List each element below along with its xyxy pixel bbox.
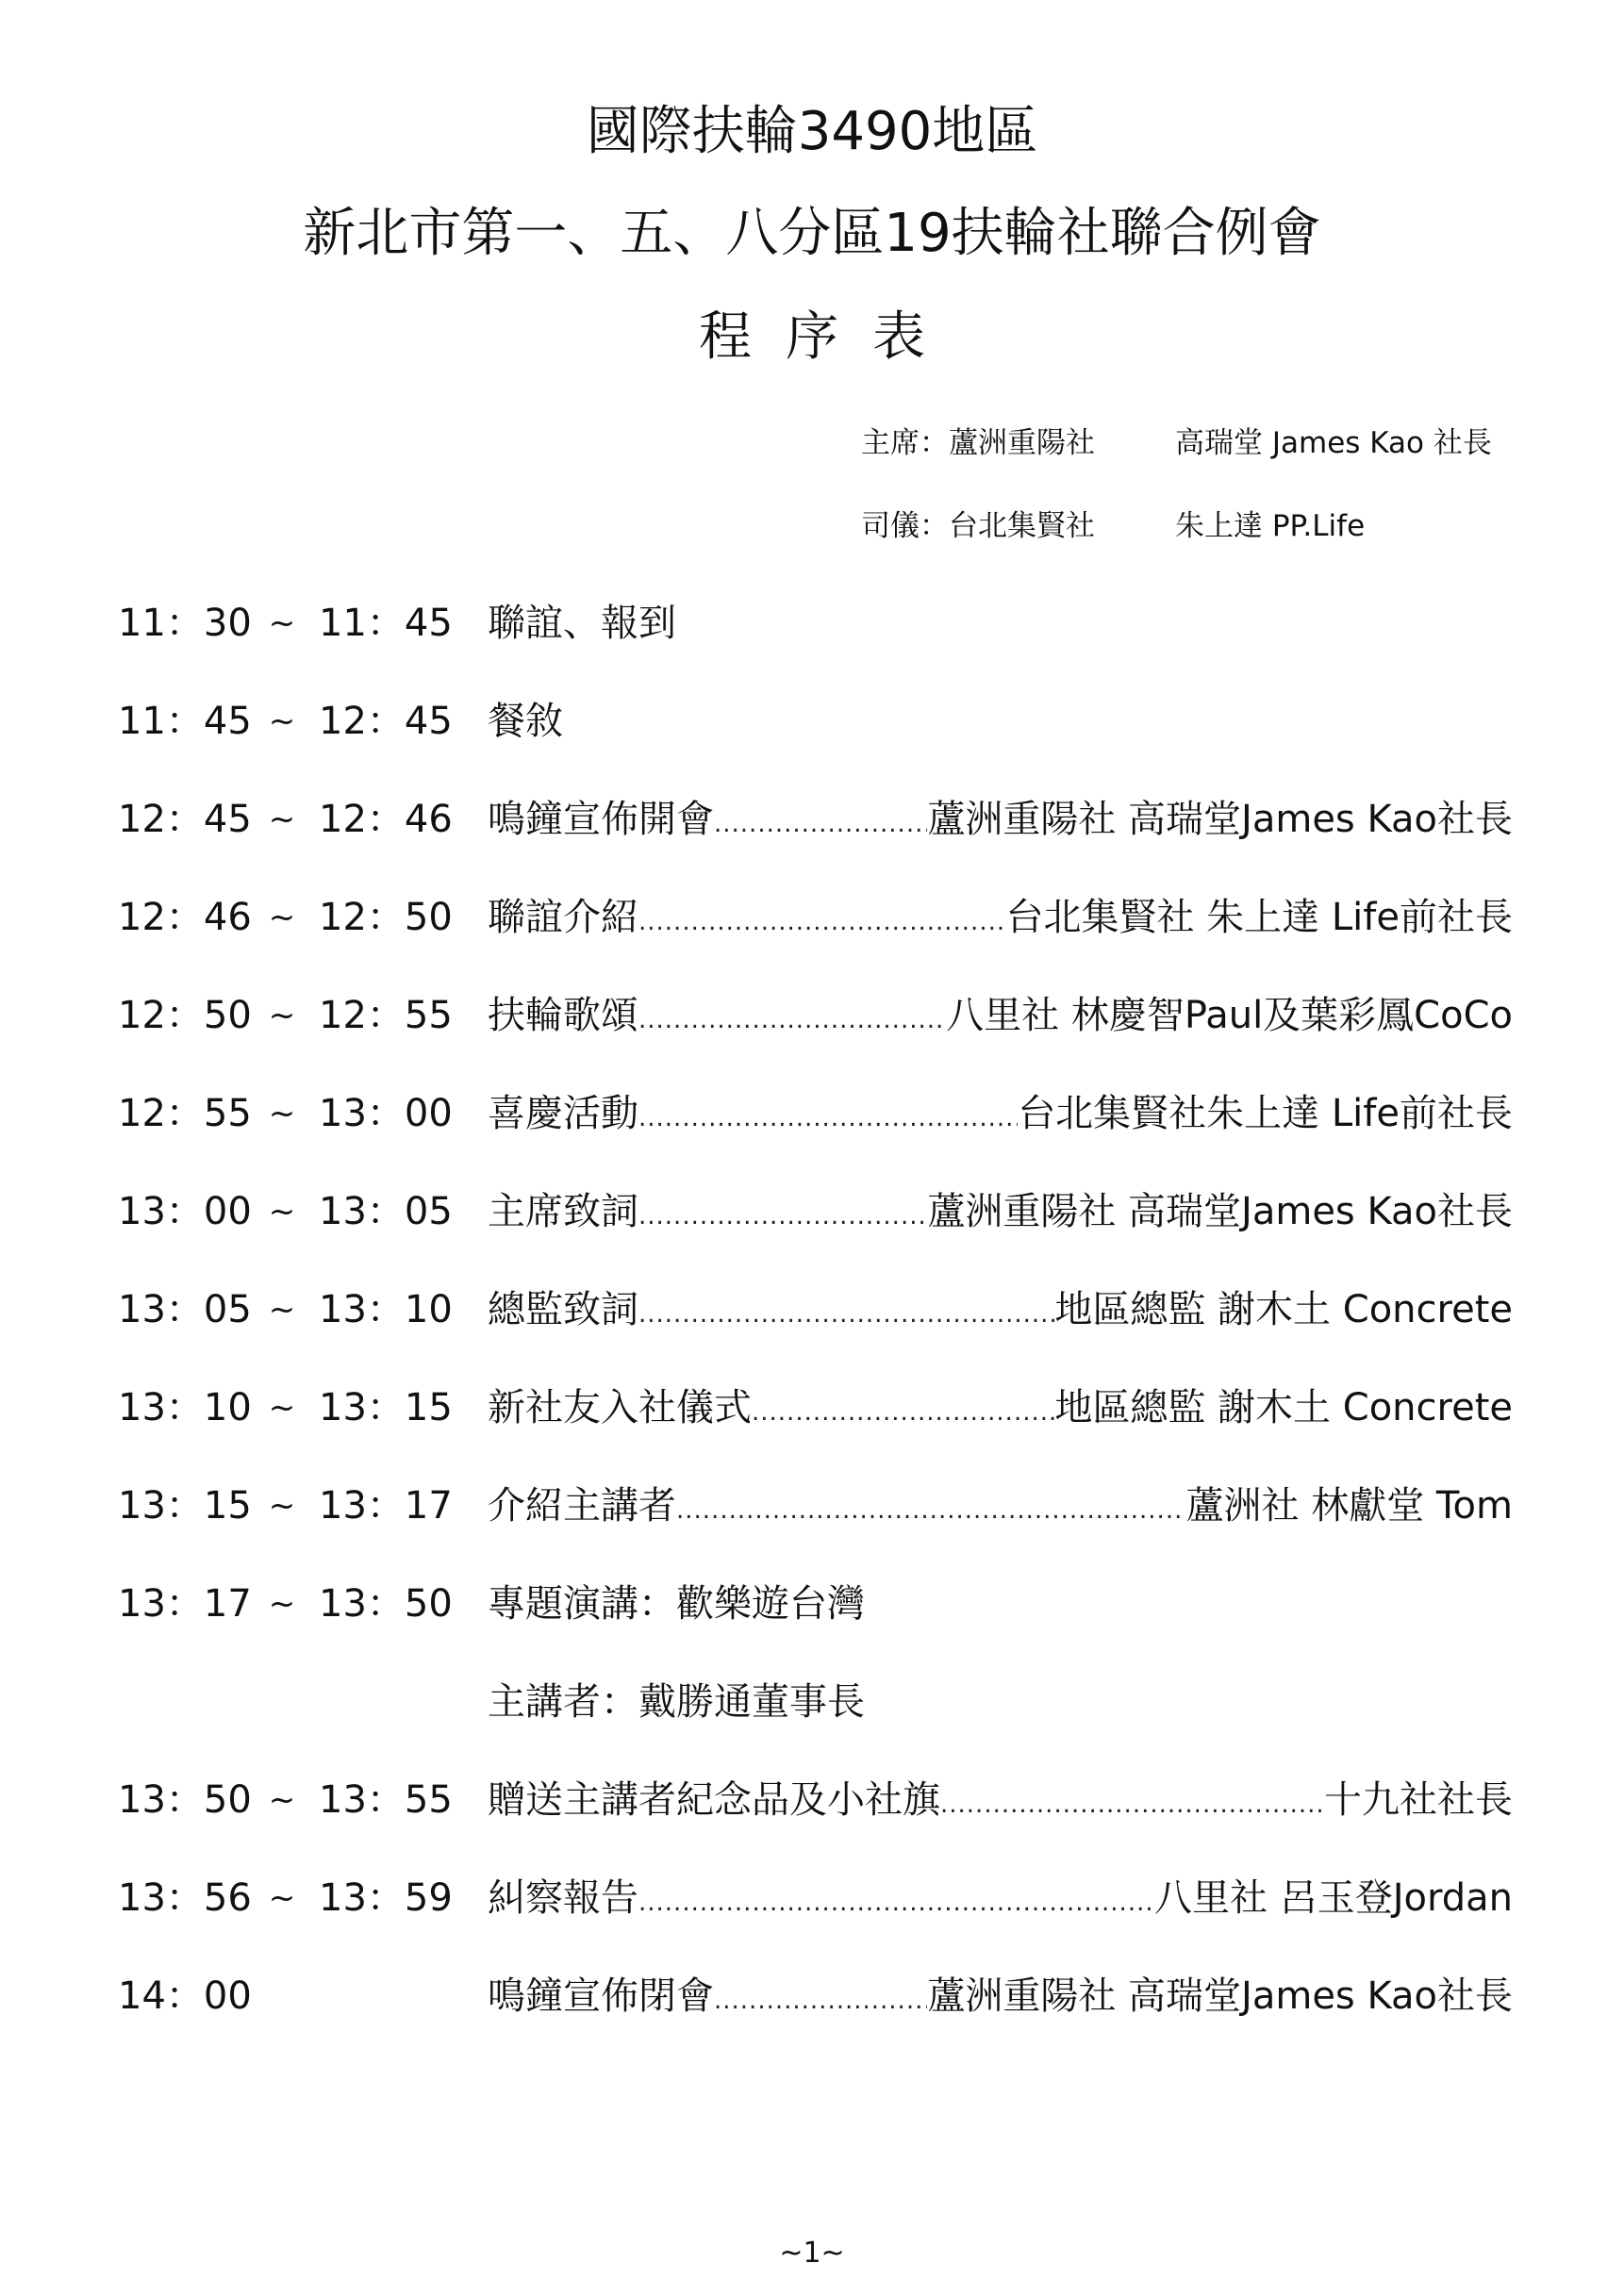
agenda-item: 聯誼、報到	[488, 602, 676, 645]
responsible-person: 地區總監 謝木土 Concrete	[1054, 1386, 1513, 1429]
time-range-separator: ~	[268, 1389, 296, 1427]
title-program: 程序表	[699, 306, 959, 368]
title-district: 國際扶輪3490地區	[586, 101, 1038, 162]
agenda-entry	[488, 985, 1513, 1050]
schedule-row	[0, 1378, 1624, 1438]
dot-leader	[638, 1186, 927, 1247]
page-number: ~1~	[779, 2237, 845, 2270]
agenda-item: 糾察報告	[488, 1876, 638, 1920]
dot-leader	[638, 990, 946, 1050]
time-range-separator: ~	[268, 1193, 296, 1231]
agenda-item: 聯誼介紹	[488, 896, 638, 939]
start-time: 12：55	[118, 1092, 252, 1135]
time-range-separator: ~	[268, 1879, 296, 1917]
emcee-name: 朱上達 PP.Life	[1175, 509, 1366, 543]
dot-leader	[940, 1775, 1324, 1835]
schedule-row	[0, 1181, 1624, 1242]
start-time: 13：05	[118, 1288, 252, 1331]
time-range-separator: ~	[268, 1585, 296, 1623]
schedule-row	[0, 1083, 1624, 1144]
end-time: 13：00	[319, 1092, 453, 1135]
end-time: 13：55	[319, 1778, 453, 1822]
responsible-person: 蘆洲社 林獻堂 Tom	[1185, 1484, 1513, 1528]
schedule-row	[0, 1770, 1624, 1830]
chairperson-role: 主席：蘆洲重陽社	[861, 426, 1095, 460]
start-time: 13：17	[118, 1582, 252, 1626]
agenda-item: 介紹主講者	[488, 1484, 676, 1528]
start-time: 11：30	[118, 602, 252, 645]
time-range-separator: ~	[268, 702, 296, 740]
agenda-item: 主席致詞	[488, 1190, 638, 1233]
time-range-separator: ~	[268, 997, 296, 1034]
dot-leader	[752, 1382, 1054, 1443]
end-time: 13：05	[319, 1190, 453, 1233]
end-time: 11：45	[319, 602, 453, 645]
responsible-person: 地區總監 謝木土 Concrete	[1054, 1288, 1513, 1331]
time-range-separator: ~	[268, 1095, 296, 1132]
time-range-separator: ~	[268, 604, 296, 642]
agenda-item: 專題演講：歡樂遊台灣	[488, 1582, 865, 1626]
agenda-item: 總監致詞	[488, 1288, 638, 1331]
end-time: 12：46	[319, 798, 453, 841]
schedule-row	[0, 1476, 1624, 1536]
responsible-person: 台北集賢社朱上達 Life前社長	[1018, 1092, 1513, 1135]
dot-leader	[638, 1284, 1054, 1345]
responsible-person: 蘆洲重陽社 高瑞堂James Kao社長	[927, 798, 1513, 841]
start-time: 12：50	[118, 994, 252, 1037]
agenda-item: 主講者：戴勝通董事長	[488, 1680, 865, 1724]
start-time: 14：00	[118, 1974, 252, 2018]
title-meeting: 新北市第一、五、八分區19扶輪社聯合例會	[303, 203, 1321, 264]
time-range-separator: ~	[268, 1291, 296, 1329]
dot-leader	[714, 1971, 927, 2031]
agenda-entry	[488, 1476, 1513, 1541]
time-range-separator: ~	[268, 801, 296, 838]
end-time: 13：10	[319, 1288, 453, 1331]
responsible-person: 八里社 呂玉登Jordan	[1154, 1876, 1513, 1920]
time-range-separator: ~	[268, 899, 296, 936]
end-time: 13：59	[319, 1876, 453, 1920]
dot-leader	[638, 1088, 1018, 1148]
responsible-person: 蘆洲重陽社 高瑞堂James Kao社長	[927, 1190, 1513, 1233]
agenda-item: 餐敘	[488, 700, 563, 743]
responsible-person: 蘆洲重陽社 高瑞堂James Kao社長	[927, 1974, 1513, 2018]
time-range-separator: ~	[268, 1487, 296, 1525]
end-time: 13：17	[319, 1484, 453, 1528]
schedule-row	[0, 985, 1624, 1046]
schedule-row	[0, 691, 1624, 752]
agenda-entry	[488, 1083, 1513, 1148]
agenda-entry	[488, 789, 1513, 854]
end-time: 12：55	[319, 994, 453, 1037]
end-time: 12：45	[319, 700, 453, 743]
agenda-entry	[488, 1280, 1513, 1345]
agenda-entry	[488, 1868, 1513, 1933]
agenda-entry	[488, 1966, 1513, 2031]
chairperson-name: 高瑞堂 James Kao 社長	[1175, 426, 1492, 460]
agenda-entry	[488, 1181, 1513, 1247]
schedule-row	[0, 593, 1624, 653]
dot-leader	[638, 892, 1005, 952]
agenda-item: 鳴鐘宣佈閉會	[488, 1974, 714, 2018]
agenda-item: 鳴鐘宣佈開會	[488, 798, 714, 841]
schedule-row	[0, 1672, 1624, 1732]
start-time: 13：10	[118, 1386, 252, 1429]
end-time: 12：50	[319, 896, 453, 939]
end-time: 13：50	[319, 1582, 453, 1626]
responsible-person: 十九社社長	[1324, 1778, 1513, 1822]
start-time: 13：15	[118, 1484, 252, 1528]
start-time: 12：45	[118, 798, 252, 841]
agenda-entry	[488, 1378, 1513, 1443]
agenda-entry	[488, 1770, 1513, 1835]
dot-leader	[676, 1480, 1185, 1541]
end-time: 13：15	[319, 1386, 453, 1429]
dot-leader	[714, 794, 927, 854]
agenda-item: 喜慶活動	[488, 1092, 638, 1135]
start-time: 13：50	[118, 1778, 252, 1822]
chairperson-line	[861, 422, 1492, 464]
time-range-separator: ~	[268, 1781, 296, 1819]
agenda-item: 贈送主講者紀念品及小社旗	[488, 1778, 940, 1822]
schedule-row	[0, 789, 1624, 850]
schedule-row	[0, 887, 1624, 948]
emcee-role: 司儀：台北集賢社	[861, 509, 1095, 543]
responsible-person: 八里社 林慶智Paul及葉彩鳳CoCo	[946, 994, 1513, 1037]
agenda-item: 新社友入社儀式	[488, 1386, 752, 1429]
agenda-entry	[488, 887, 1513, 952]
start-time: 11：45	[118, 700, 252, 743]
agenda-item: 扶輪歌頌	[488, 994, 638, 1037]
schedule-row	[0, 1868, 1624, 1928]
schedule-row	[0, 1574, 1624, 1634]
responsible-person: 台北集賢社 朱上達 Life前社長	[1005, 896, 1513, 939]
start-time: 13：56	[118, 1876, 252, 1920]
emcee-line	[861, 505, 1366, 547]
dot-leader	[638, 1873, 1154, 1933]
start-time: 13：00	[118, 1190, 252, 1233]
schedule-row	[0, 1280, 1624, 1340]
start-time: 12：46	[118, 896, 252, 939]
schedule-row	[0, 1966, 1624, 2026]
